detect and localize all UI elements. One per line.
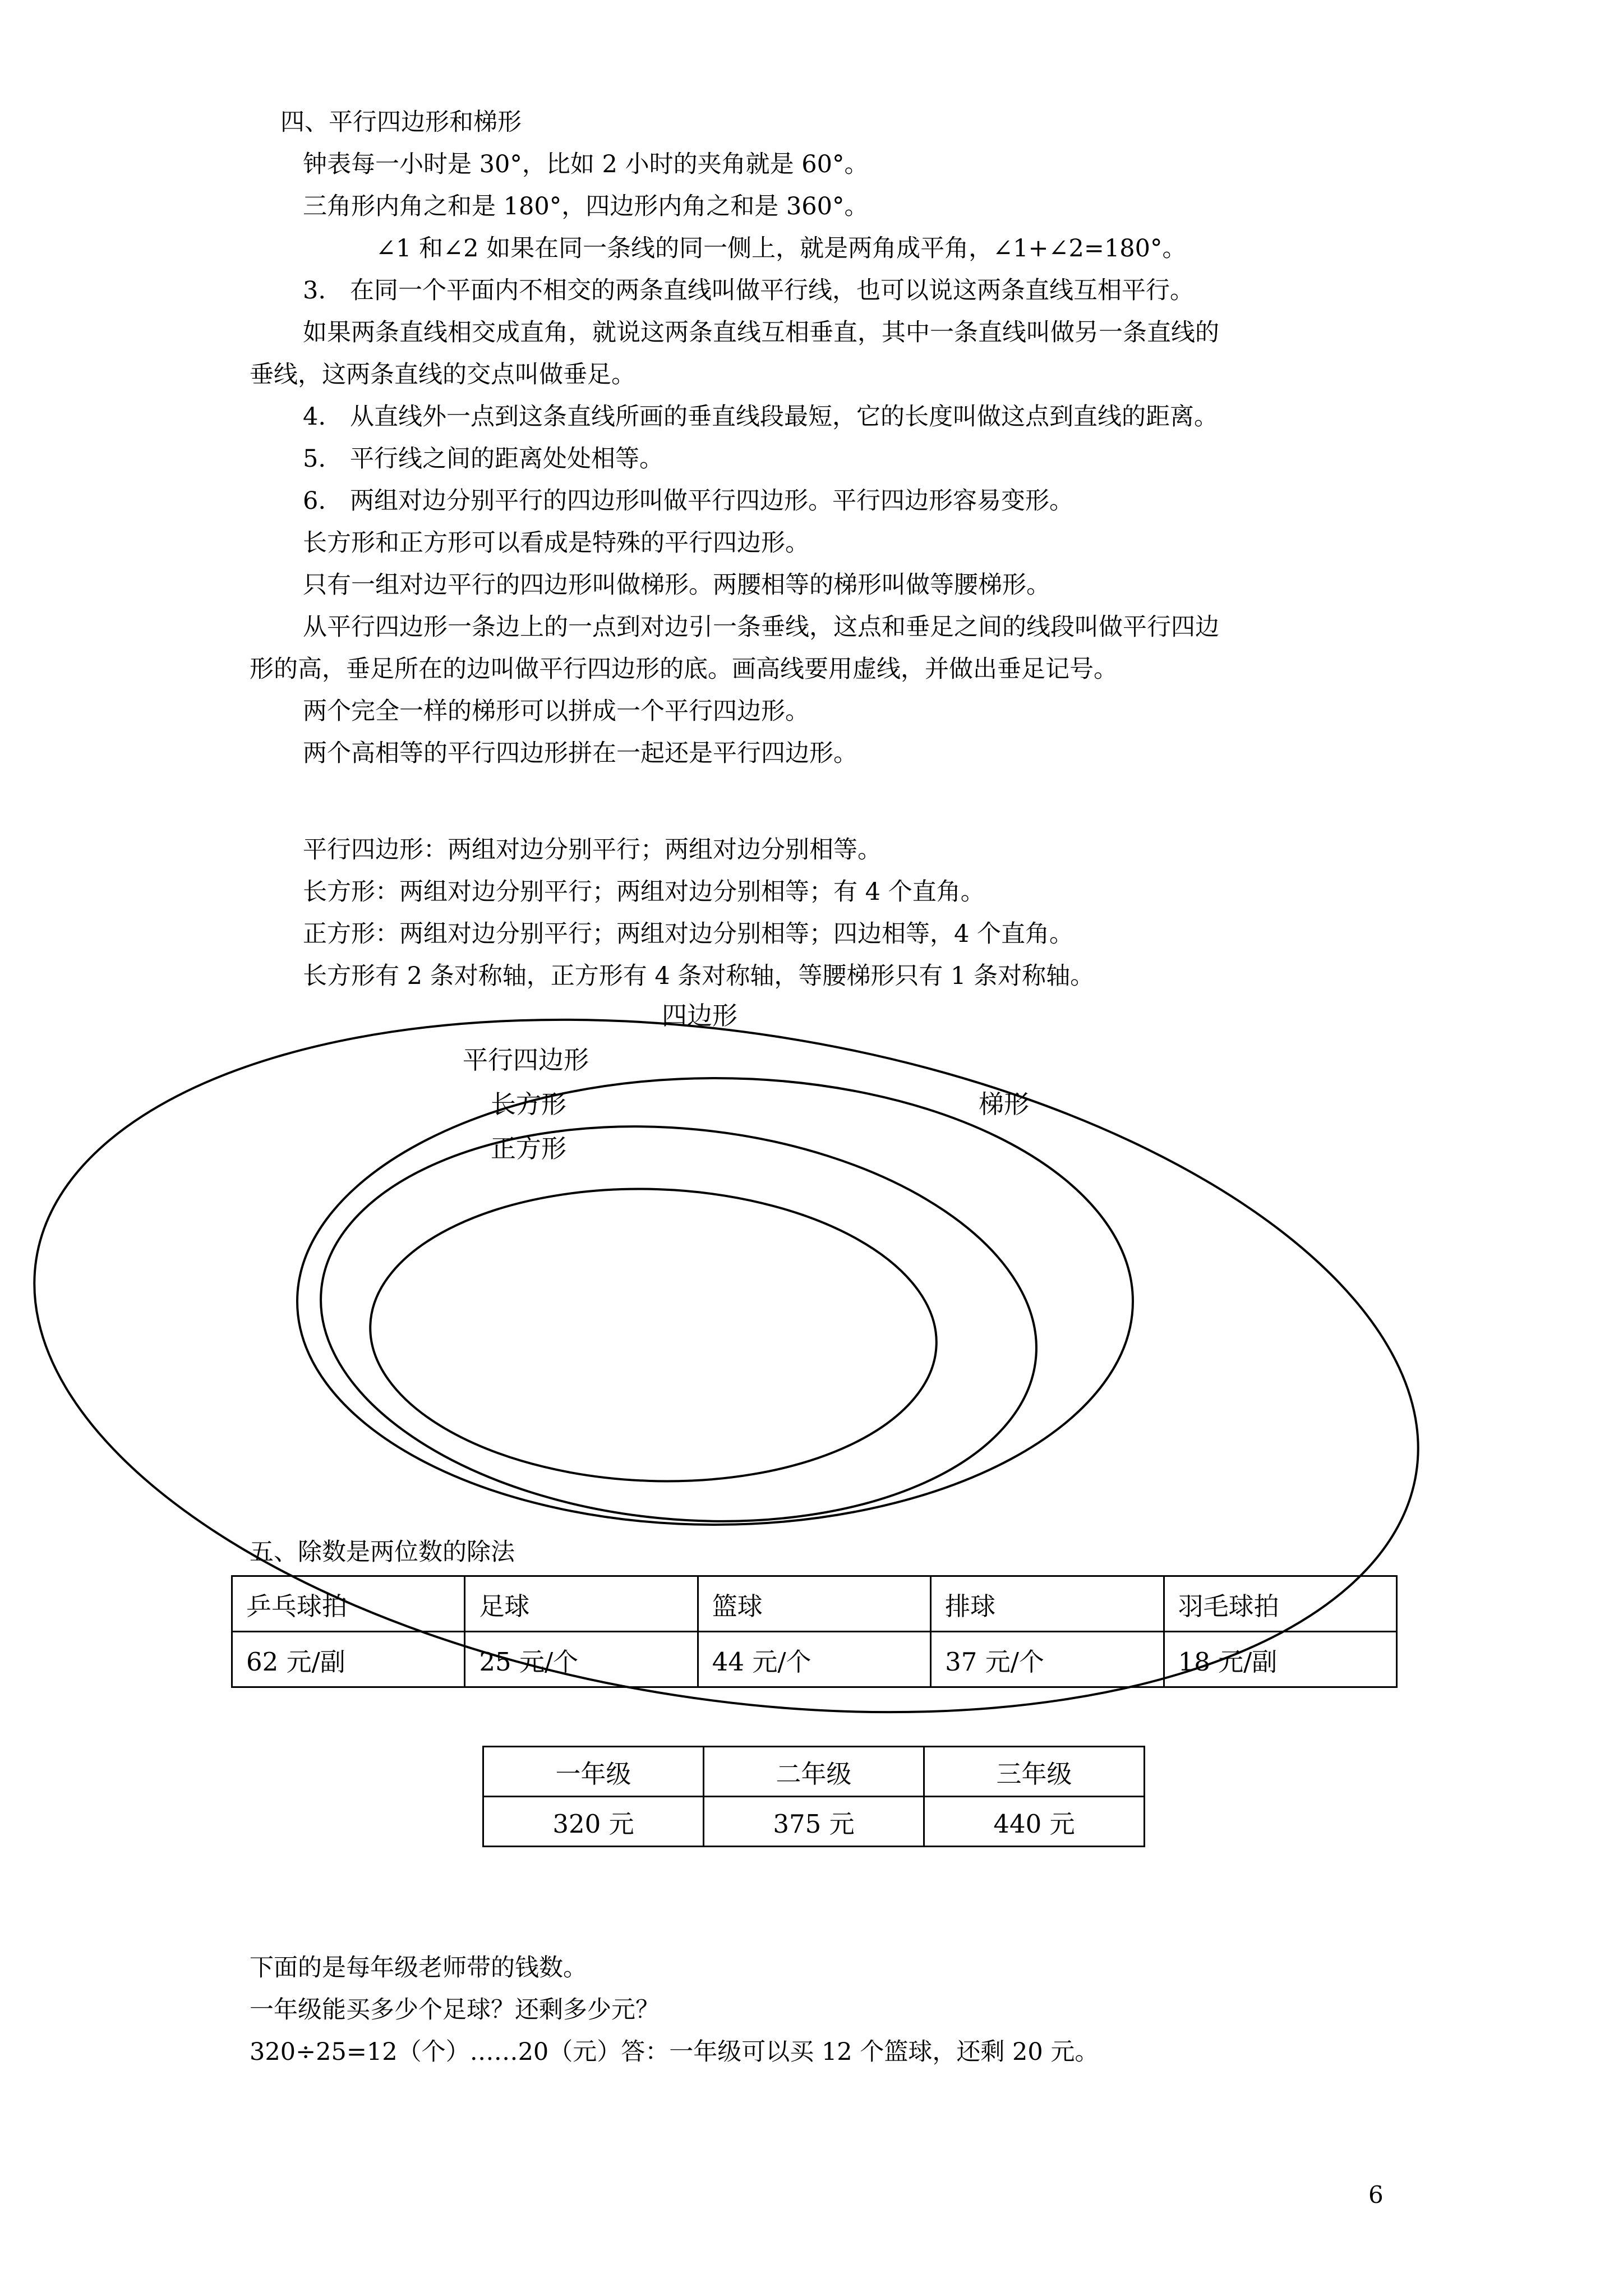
parallelogram-ellipse	[297, 1078, 1133, 1525]
text-line: 6. 两组对边分别平行的四边形叫做平行四边形。平行四边形容易变形。	[303, 487, 1074, 515]
property-line: 正方形：两组对边分别平行；两组对边分别相等；四边相等，4 个直角。	[303, 920, 1074, 948]
table-cell: 320 元	[483, 1797, 704, 1847]
trapezoid-label: 梯形	[979, 1089, 1030, 1119]
text-line: 垂线，这两条直线的交点叫做垂足。	[250, 361, 635, 389]
table-cell: 18 元/副	[1164, 1632, 1396, 1687]
text-line: 如果两条直线相交成直角，就说这两条直线互相垂直，其中一条直线叫做另一条直线的	[303, 319, 1219, 347]
table-cell: 375 元	[704, 1797, 924, 1847]
property-line: 长方形：两组对边分别平行；两组对边分别相等；有 4 个直角。	[303, 878, 985, 906]
square-label: 正方形	[491, 1134, 567, 1163]
table-cell: 62 元/副	[232, 1632, 465, 1687]
text-line: 4. 从直线外一点到这条直线所画的垂直线段最短，它的长度叫做这点到直线的距离。	[303, 403, 1219, 431]
text-line: ∠1 和∠2 如果在同一条线的同一侧上，就是两角成平角，∠1+∠2=180°。	[376, 234, 1187, 263]
table-cell: 足球	[465, 1576, 698, 1632]
section5-heading: 五、除数是两位数的除法	[250, 1538, 515, 1566]
text-line: 只有一组对边平行的四边形叫做梯形。两腰相等的梯形叫做等腰梯形。	[303, 571, 1050, 599]
table-cell: 二年级	[704, 1747, 924, 1797]
section4-heading: 四、平行四边形和梯形	[280, 108, 522, 136]
table-cell: 25 元/个	[465, 1632, 698, 1687]
table-cell: 44 元/个	[698, 1632, 930, 1687]
parallelogram-label: 平行四边形	[463, 1045, 589, 1075]
square-ellipse	[365, 1180, 942, 1491]
property-line: 长方形有 2 条对称轴，正方形有 4 条对称轴，等腰梯形只有 1 条对称轴。	[303, 962, 1095, 990]
table-cell: 乒乓球拍	[232, 1576, 465, 1632]
quadrilateral-label: 四边形	[662, 1001, 738, 1030]
text-line: 3. 在同一个平面内不相交的两条直线叫做平行线，也可以说这两条直线互相平行。	[303, 277, 1195, 305]
rectangle-label: 长方形	[491, 1089, 567, 1119]
text-line: 三角形内角之和是 180°，四边形内角之和是 360°。	[303, 192, 869, 220]
text-line: 形的高，垂足所在的边叫做平行四边形的底。画高线要用虚线，并做出垂足记号。	[250, 655, 1118, 683]
page-number: 6	[1368, 2181, 1384, 2208]
text-line: 长方形和正方形可以看成是特殊的平行四边形。	[303, 529, 809, 557]
text-line: 从平行四边形一条边上的一点到对边引一条垂线，这点和垂足之间的线段叫做平行四边	[303, 613, 1219, 641]
table-cell: 排球	[931, 1576, 1164, 1632]
table-cell: 三年级	[924, 1747, 1145, 1797]
text-line: 下面的是每年级老师带的钱数。	[250, 1954, 587, 1982]
text-line: 两个高相等的平行四边形拼在一起还是平行四边形。	[303, 739, 857, 767]
text-line: 两个完全一样的梯形可以拼成一个平行四边形。	[303, 697, 809, 725]
table-cell: 440 元	[924, 1797, 1145, 1847]
text-line: 钟表每一小时是 30°，比如 2 小时的夹角就是 60°。	[303, 150, 869, 178]
property-line: 平行四边形：两组对边分别平行；两组对边分别相等。	[303, 836, 882, 864]
quadrilateral-ellipse	[0, 930, 1467, 1802]
table-cell: 羽毛球拍	[1164, 1576, 1396, 1632]
table-cell: 一年级	[483, 1747, 704, 1797]
text-line: 一年级能买多少个足球？还剩多少元？	[250, 1996, 660, 2024]
rectangle-ellipse	[303, 1095, 1055, 1552]
text-line: 5. 平行线之间的距离处处相等。	[303, 445, 664, 473]
text-line: 320÷25=12（个）……20（元）答：一年级可以买 12 个篮球，还剩 20 元。	[250, 2038, 1099, 2066]
table-cell: 篮球	[698, 1576, 930, 1632]
table-cell: 37 元/个	[931, 1632, 1164, 1687]
